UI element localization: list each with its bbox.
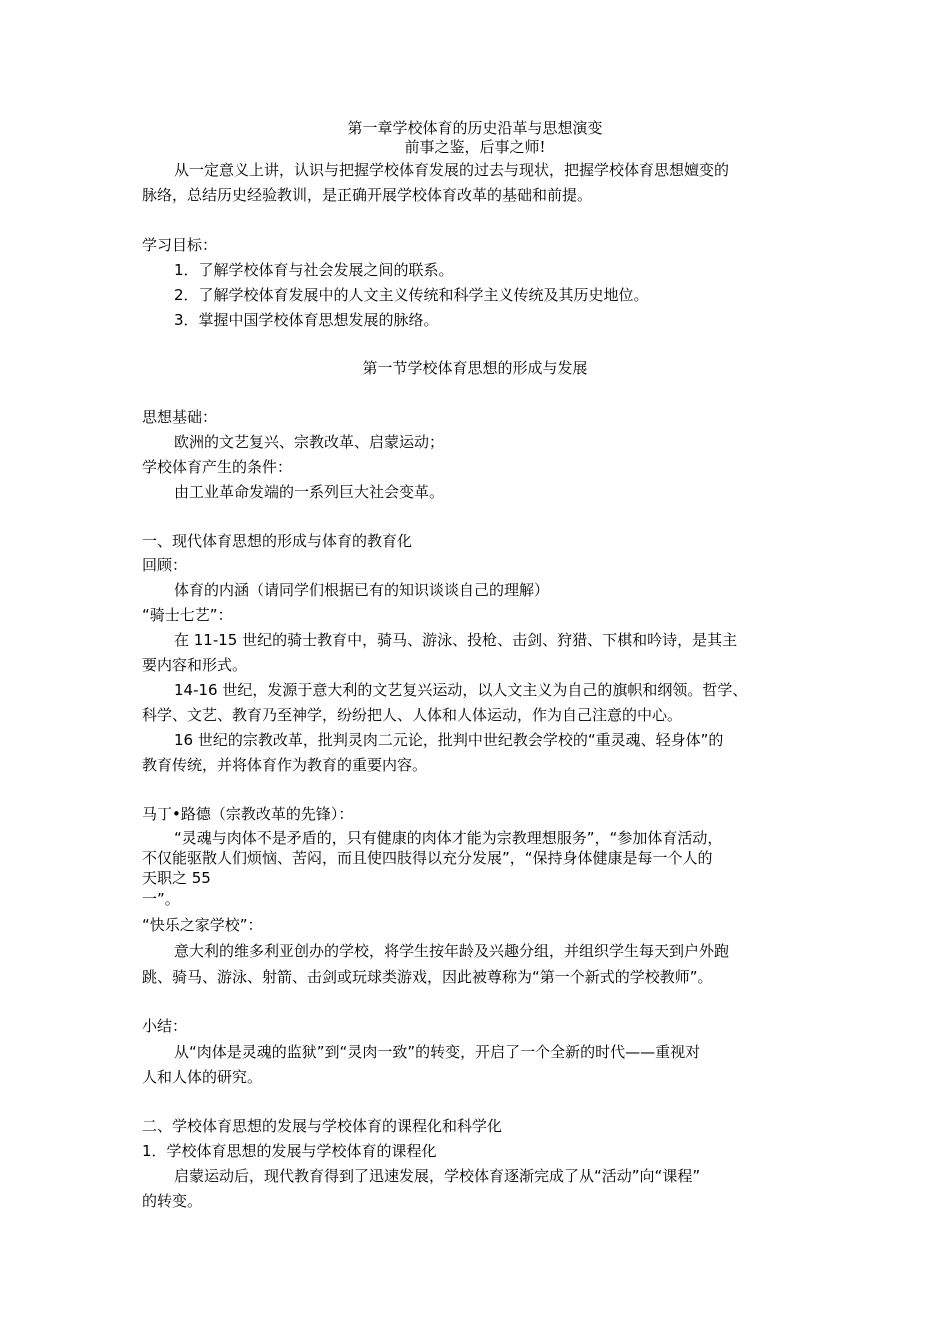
part2-subheading: 1．学校体育思想的发展与学校体育的课程化 xyxy=(142,1142,437,1160)
knight-heading: “骑士七艺”： xyxy=(142,606,233,624)
knight-paragraph-line: 在 11-15 世纪的骑士教育中，骑马、游泳、投枪、击剑、狩猎、下棋和吟诗，是其主 xyxy=(174,631,738,649)
intro-paragraph-line: 从一定意义上讲，认识与把握学校体育发展的过去与现状，把握学校体育思想嬗变的 xyxy=(174,161,730,179)
enlightenment-paragraph-line: 启蒙运动后，现代教育得到了迅速发展，学校体育逐渐完成了从“活动”向“课程” xyxy=(174,1167,701,1185)
part1-heading: 一、现代体育思想的形成与体育的教育化 xyxy=(142,532,413,550)
reform-paragraph-line: 教育传统，并将体育作为教育的重要内容。 xyxy=(142,756,428,774)
knight-paragraph-line: 要内容和形式。 xyxy=(142,656,248,674)
chapter-subtitle: 前事之鉴，后事之师! xyxy=(404,138,546,156)
intro-paragraph-line: 脉络，总结历史经验教训，是正确开展学校体育改革的基础和前提。 xyxy=(142,186,593,204)
luther-quote-line: “灵魂与肉体不是矛盾的，只有健康的肉体才能为宗教理想服务”，“参加体育活动， xyxy=(174,829,723,847)
luther-heading: 马丁•路德（宗教改革的先锋）： xyxy=(142,805,354,823)
review-label: 回顾： xyxy=(142,556,188,574)
summary-paragraph-line: 人和人体的研究。 xyxy=(142,1068,263,1086)
luther-quote-line: 天职之 55 xyxy=(142,869,211,887)
enlightenment-paragraph-line: 的转变。 xyxy=(142,1192,203,1210)
renaissance-paragraph-line: 14-16 世纪，发源于意大利的文艺复兴运动，以人文主义为自己的旗帜和纲领。哲学、 xyxy=(174,681,748,699)
renaissance-paragraph-line: 科学、文艺、教育乃至神学，纷纷把人、人体和人体运动，作为自己注意的中心。 xyxy=(142,706,683,724)
happy-school-heading: “快乐之家学校”： xyxy=(142,916,263,934)
conditions-heading: 学校体育产生的条件： xyxy=(142,458,293,476)
objective-item: 1．了解学校体育与社会发展之间的联系。 xyxy=(174,261,454,279)
connotation-text: 体育的内涵（请同学们根据已有的知识谈谈自己的理解） xyxy=(174,581,550,599)
summary-heading: 小结： xyxy=(142,1017,188,1035)
reform-paragraph-line: 16 世纪的宗教改革，批判灵肉二元论，批判中世纪教会学校的“重灵魂、轻身体”的 xyxy=(174,731,724,749)
objectives-heading: 学习目标： xyxy=(142,236,218,254)
basis-heading: 思想基础： xyxy=(142,408,218,426)
luther-quote-line: 不仅能驱散人们烦恼、苦闷，而且使四肢得以充分发展”，“保持身体健康是每一个人的 xyxy=(142,849,713,867)
basis-text: 欧洲的文艺复兴、宗教改革、启蒙运动； xyxy=(174,433,445,451)
section-title: 第一节学校体育思想的形成与发展 xyxy=(362,359,588,377)
happy-school-paragraph-line: 意大利的维多利亚创办的学校，将学生按年龄及兴趣分组，并组织学生每天到户外跑 xyxy=(174,942,730,960)
objective-item: 2．了解学校体育发展中的人文主义传统和科学主义传统及其历史地位。 xyxy=(174,286,649,304)
part2-heading: 二、学校体育思想的发展与学校体育的课程化和科学化 xyxy=(142,1117,503,1135)
conditions-text: 由工业革命发端的一系列巨大社会变革。 xyxy=(174,483,445,501)
summary-paragraph-line: 从“肉体是灵魂的监狱”到“灵肉一致”的转变，开启了一个全新的时代——重视对 xyxy=(174,1043,701,1061)
objective-item: 3．掌握中国学校体育思想发展的脉络。 xyxy=(174,311,439,329)
happy-school-paragraph-line: 跳、骑马、游泳、射箭、击剑或玩球类游戏，因此被尊称为“第一个新式的学校教师”。 xyxy=(142,968,713,986)
luther-quote-line: 一”。 xyxy=(142,890,180,908)
chapter-title: 第一章学校体育的历史沿革与思想演变 xyxy=(347,119,603,137)
